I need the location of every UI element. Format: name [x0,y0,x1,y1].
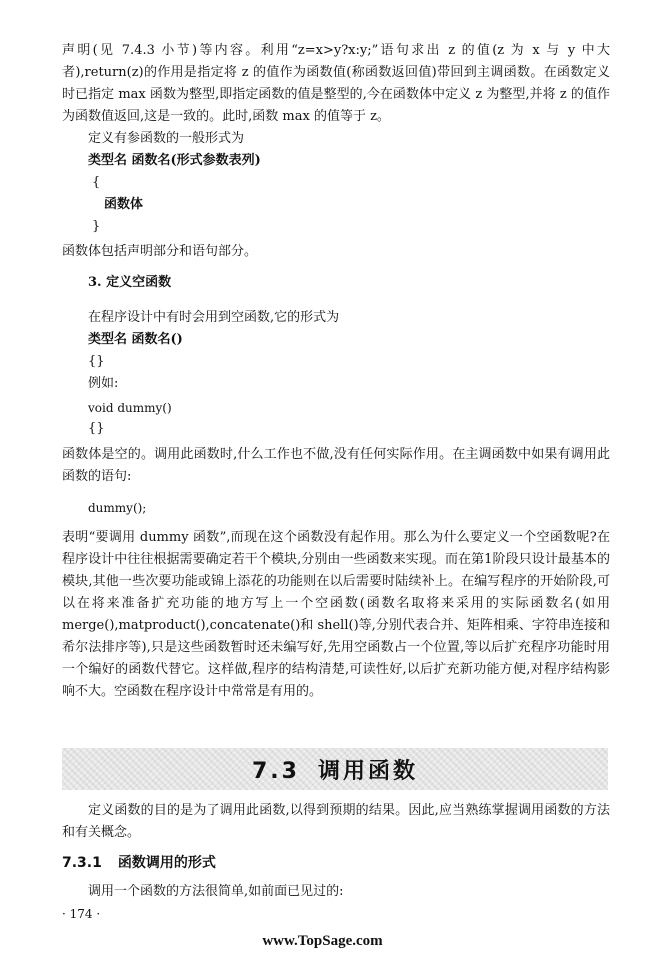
syntax-empty-braces: {} [88,354,105,369]
subsection-heading [62,852,216,874]
paragraph-empty-body: 函数体是空的。调用此函数时,什么工作也不做,没有任何实际作用。在主调函数中如果有调用此函数的语句: [62,447,610,484]
paragraph-return-explanation: 声明(见 7.4.3 小节)等内容。利用“z=x>y?x:y;”语句求出 z 的值(z 为 x 与 y 中大者),return(z)的作用是指定将 z 的值作为函数值(称函数返回值)带回到主调函数。在函数定义时已指定 max 函数为整型,即指定函数的值是整型的,今在函数体中定义 z 为整型,并将 z 的值作为函数值返回,这是一致的。此时,函数 max 的值等于 z。 [62,43,610,124]
subsection-title: 函数调用的形式 [117,855,216,871]
syntax-close-brace: } [92,219,101,234]
code-dummy-braces: {} [88,421,105,436]
section-title-text: 调用函数 [317,759,418,784]
paragraph-call-method: 调用一个函数的方法很简单,如前面已见过的: [88,884,344,899]
syntax-param-function-header: 类型名 函数名(形式参数表列) [88,153,261,168]
paragraph-empty-function-intro: 在程序设计中有时会用到空函数,它的形式为 [88,310,340,325]
syntax-function-body: 函数体 [104,197,144,212]
paragraph-function-body-parts: 函数体包括声明部分和语句部分。 [62,244,258,259]
section-heading-band [62,748,608,790]
section-title [62,754,608,785]
subsection-number: 7.3.1 [62,855,102,871]
paragraph-why-empty-function: 表明“要调用 dummy 函数”,而现在这个函数没有起作用。那么为什么要定义一个空函数呢?在程序设计中往往根据需要确定若干个模块,分别由一些函数来实现。而在第1阶段只设计最基本的模块,其他一些次要功能或锦上添花的功能则在以后需要时陆续补上。在编写程序的开始阶段,可以在将来准备扩充功能的地方写上一个空函数(函数名取将来采用的实际函数名(如用 merge(),matproduct(),concatenate()和 shell()等,分别代表合并、矩阵相乘、字符串连接和希尔法排序等),只是这些函数暂时还未编写好,先用空函数占一个位置,等以后扩充程序功能时用一个编好的函数代替它。这样做,程序的结构清楚,可读性好,以后扩充新功能方便,对程序结构影响不大。空函数在程序设计中常常是有用的。 [62,530,610,699]
heading-empty-function: 3. 定义空函数 [88,275,172,290]
paragraph-purpose-of-calling: 定义函数的目的是为了调用此函数,以得到预期的结果。因此,应当熟练掌握调用函数的方法和有关概念。 [62,803,610,840]
paragraph-example-label: 例如: [88,376,119,391]
syntax-empty-function-header: 类型名 函数名() [88,332,183,347]
page-number: · 174 · [62,907,101,921]
section-number: 7.3 [252,759,300,784]
footer-url: www.TopSage.com [262,933,383,949]
paragraph-general-form-intro: 定义有参函数的一般形式为 [88,131,245,146]
syntax-open-brace: { [92,175,101,190]
code-dummy-call: dummy(); [88,501,147,515]
code-void-dummy: void dummy() [88,401,172,415]
